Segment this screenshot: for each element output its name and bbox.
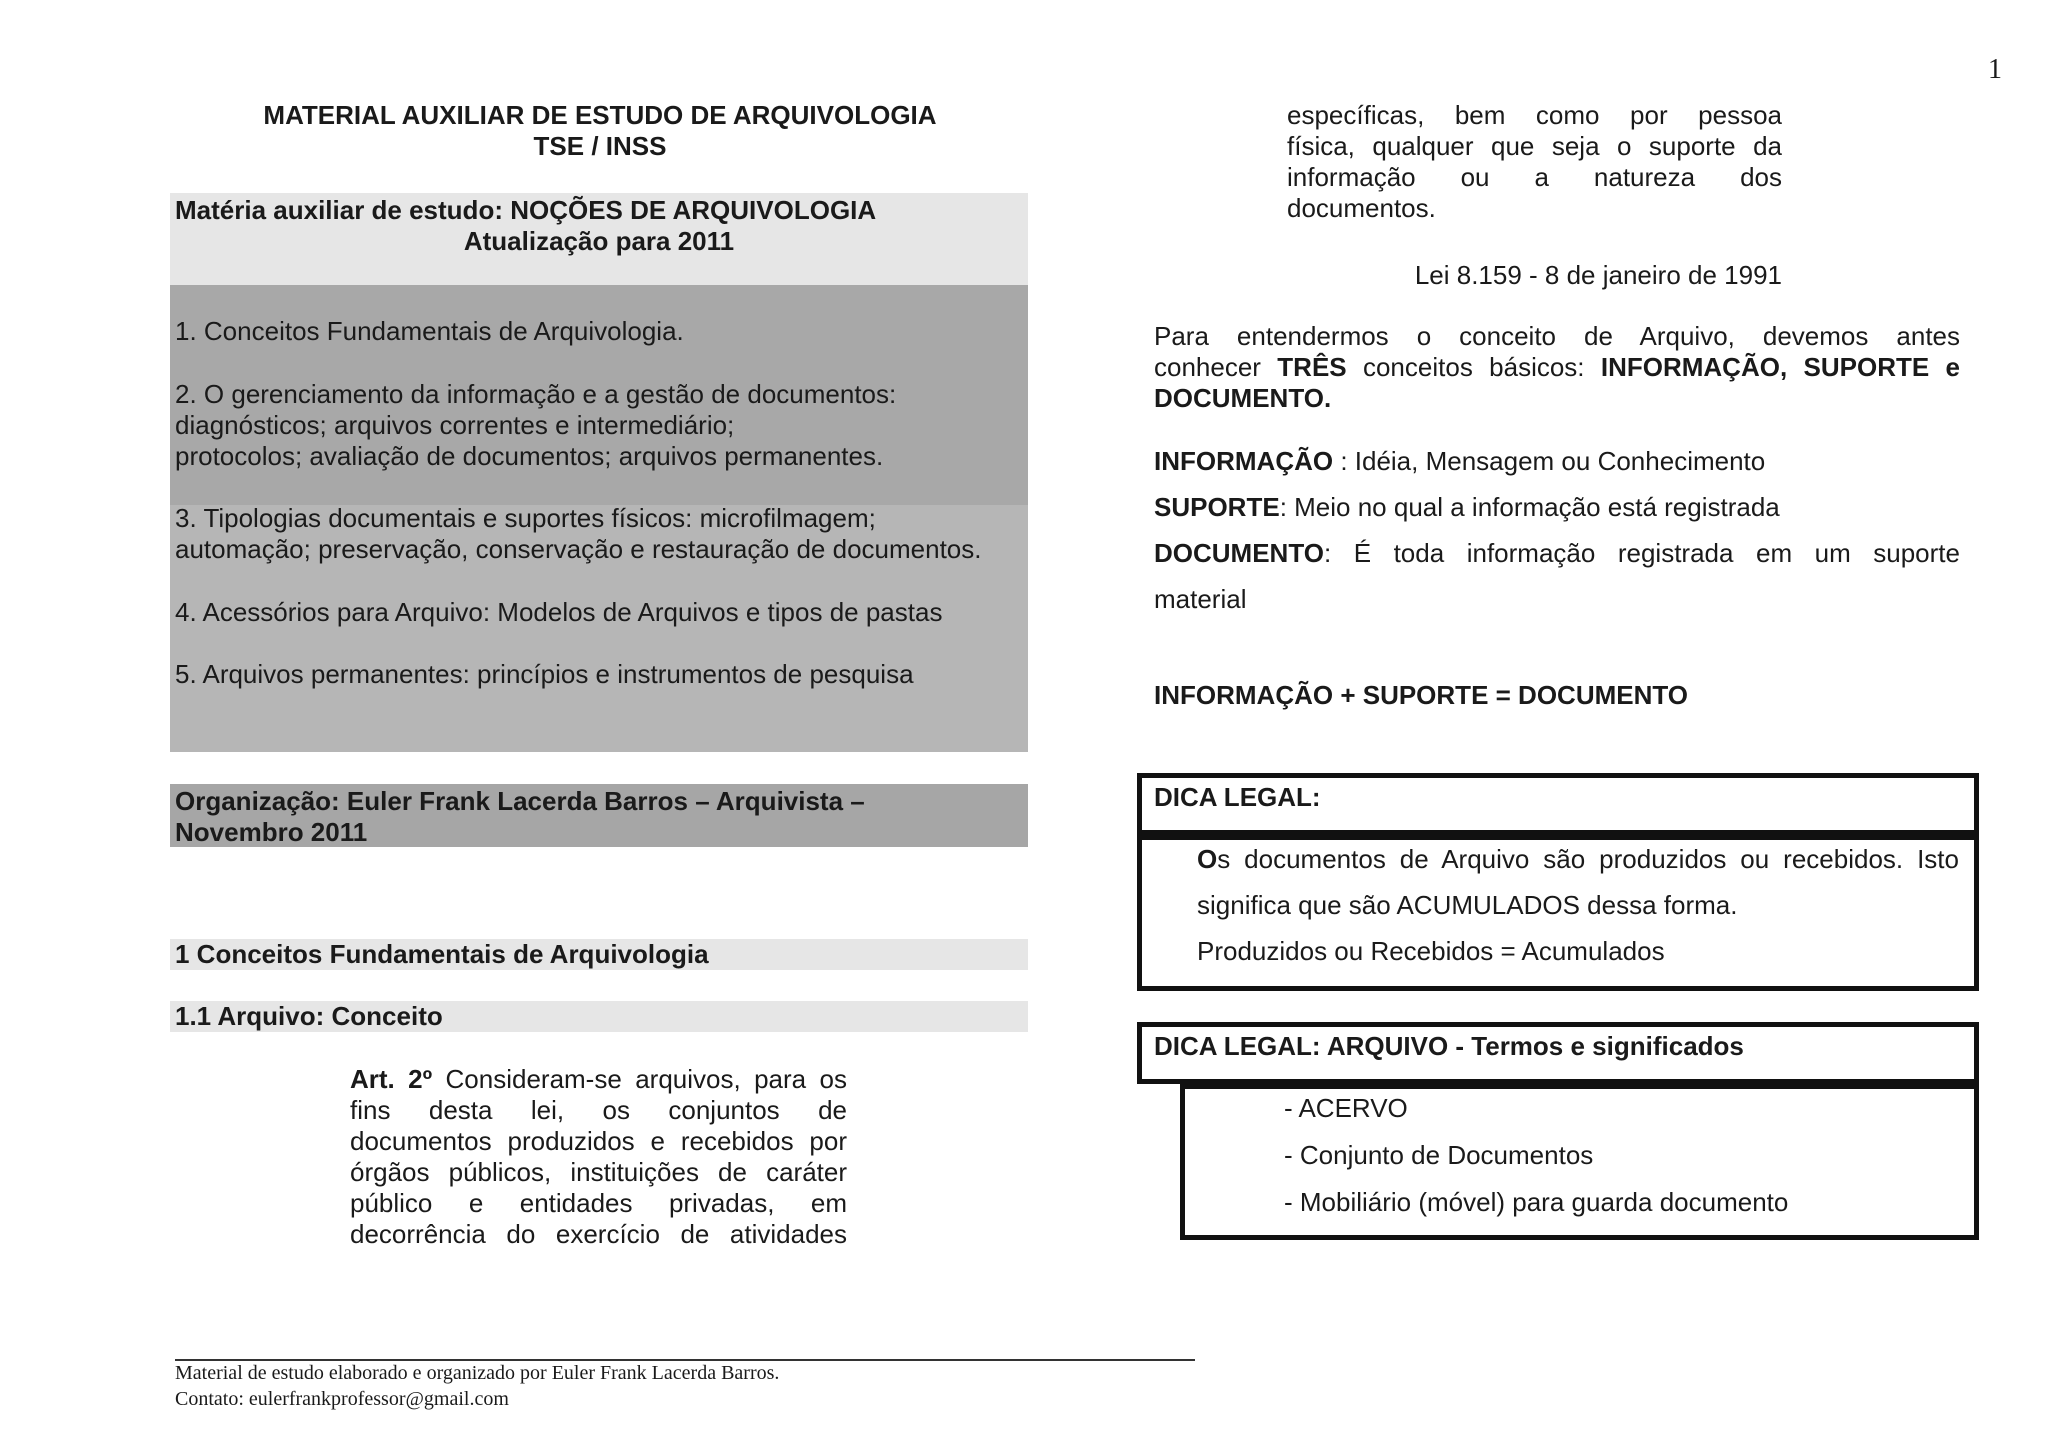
materia-update: Atualização para 2011: [463, 226, 735, 256]
materia-subject: NOÇÕES DE ARQUIVOLOGIA: [510, 195, 877, 225]
definition-text: : É toda informação registrada em um suporte: [1323, 538, 1960, 568]
page-number: 1: [1988, 54, 2002, 85]
article-text: documentos produzidos e recebidos por: [350, 1126, 847, 1156]
term-item: - ACERVO: [1284, 1093, 1408, 1123]
topic-item: 3. Tipologias documentais e suportes físicos: microfilmagem;: [175, 503, 876, 533]
document-title: MATERIAL AUXILIAR DE ESTUDO DE ARQUIVOLOGIA: [263, 100, 937, 130]
article-text: órgãos públicos, instituições de caráter: [350, 1157, 847, 1187]
topic-item: automação; preservação, conservação e restauração de documentos.: [175, 534, 982, 564]
definition-term: INFORMAÇÃO: [1154, 446, 1334, 476]
intro-text: Para entendermos o conceito de Arquivo, devemos antes: [1154, 321, 1960, 351]
term-item: - Mobiliário (móvel) para guarda documento: [1284, 1187, 1789, 1217]
article-text: público e entidades privadas, em: [350, 1188, 847, 1218]
topic-item: 1. Conceitos Fundamentais de Arquivologia.: [175, 316, 684, 346]
law-article-quote: [350, 1064, 847, 1250]
article-text: específicas, bem como por pessoa: [1287, 100, 1782, 130]
footer-credit: Material de estudo elaborado e organizado por Euler Frank Lacerda Barros.: [175, 1362, 780, 1384]
definition-text: : Meio no qual a informação está registrada: [1279, 492, 1780, 522]
organization-credit: Organização: Euler Frank Lacerda Barros – Arquivista – Novembro 2011: [175, 786, 865, 847]
article-text: física, qualquer que seja o suporte da: [1287, 131, 1782, 161]
tip-initial: O: [1197, 844, 1218, 874]
footer-divider: [175, 1359, 1195, 1361]
definition-documento: [1154, 530, 1960, 622]
topic-item: protocolos; avaliação de documentos; arquivos permanentes.: [175, 441, 884, 471]
intro-text: conhecer: [1154, 352, 1278, 382]
topic-item: diagnósticos; arquivos correntes e intermediário;: [175, 410, 735, 440]
article-text: informação ou a natureza dos: [1287, 162, 1782, 192]
tip-text: significa que são ACUMULADOS dessa forma.: [1197, 890, 1738, 920]
intro-emphasis: TRÊS: [1277, 352, 1347, 382]
definition-text: material: [1154, 584, 1247, 614]
concept-equation: INFORMAÇÃO + SUPORTE = DOCUMENTO: [1154, 680, 1689, 710]
intro-paragraph: [1154, 321, 1960, 414]
materia-label: Matéria auxiliar de estudo:: [175, 195, 511, 225]
article-text: documentos.: [1287, 193, 1436, 223]
definition-term: DOCUMENTO: [1154, 538, 1324, 568]
section-heading: 1 Conceitos Fundamentais de Arquivologia: [175, 939, 709, 969]
footer-contact: Contato: eulerfrankprofessor@gmail.com: [175, 1388, 509, 1410]
definition-term: SUPORTE: [1154, 492, 1280, 522]
tip-content: [1197, 836, 1959, 974]
law-reference: Lei 8.159 - 8 de janeiro de 1991: [1414, 260, 1782, 290]
term-item: - Conjunto de Documentos: [1284, 1140, 1594, 1170]
intro-text: conceitos básicos:: [1346, 352, 1601, 382]
article-label: Art. 2º: [350, 1064, 433, 1094]
tip-text: Produzidos ou Recebidos = Acumulados: [1197, 936, 1665, 966]
materia-heading: [175, 195, 876, 226]
topic-item: 4. Acessórios para Arquivo: Modelos de Arquivos e tipos de pastas: [175, 597, 943, 627]
definition-suporte: [1154, 484, 1960, 530]
intro-emphasis: DOCUMENTO.: [1154, 383, 1332, 413]
article-text: decorrência do exercício de atividades: [350, 1219, 847, 1249]
intro-emphasis: INFORMAÇÃO, SUPORTE e: [1600, 352, 1960, 382]
definition-informacao: [1154, 438, 1960, 484]
tip-text: s documentos de Arquivo são produzidos ou recebidos. Isto: [1217, 844, 1959, 874]
article-text: Consideram-se arquivos, para os: [432, 1064, 847, 1094]
law-article-continuation: [1287, 100, 1782, 224]
topic-item: 5. Arquivos permanentes: princípios e instrumentos de pesquisa: [175, 659, 914, 689]
topic-item: 2. O gerenciamento da informação e a gestão de documentos:: [175, 379, 897, 409]
article-text: fins desta lei, os conjuntos de: [350, 1095, 847, 1125]
document-subtitle: TSE / INSS: [533, 131, 667, 161]
subsection-heading: 1.1 Arquivo: Conceito: [175, 1001, 443, 1031]
tip-title: DICA LEGAL:: [1154, 782, 1321, 812]
definition-text: : Idéia, Mensagem ou Conhecimento: [1333, 446, 1766, 476]
tip-title: DICA LEGAL: ARQUIVO - Termos e significados: [1154, 1031, 1744, 1061]
